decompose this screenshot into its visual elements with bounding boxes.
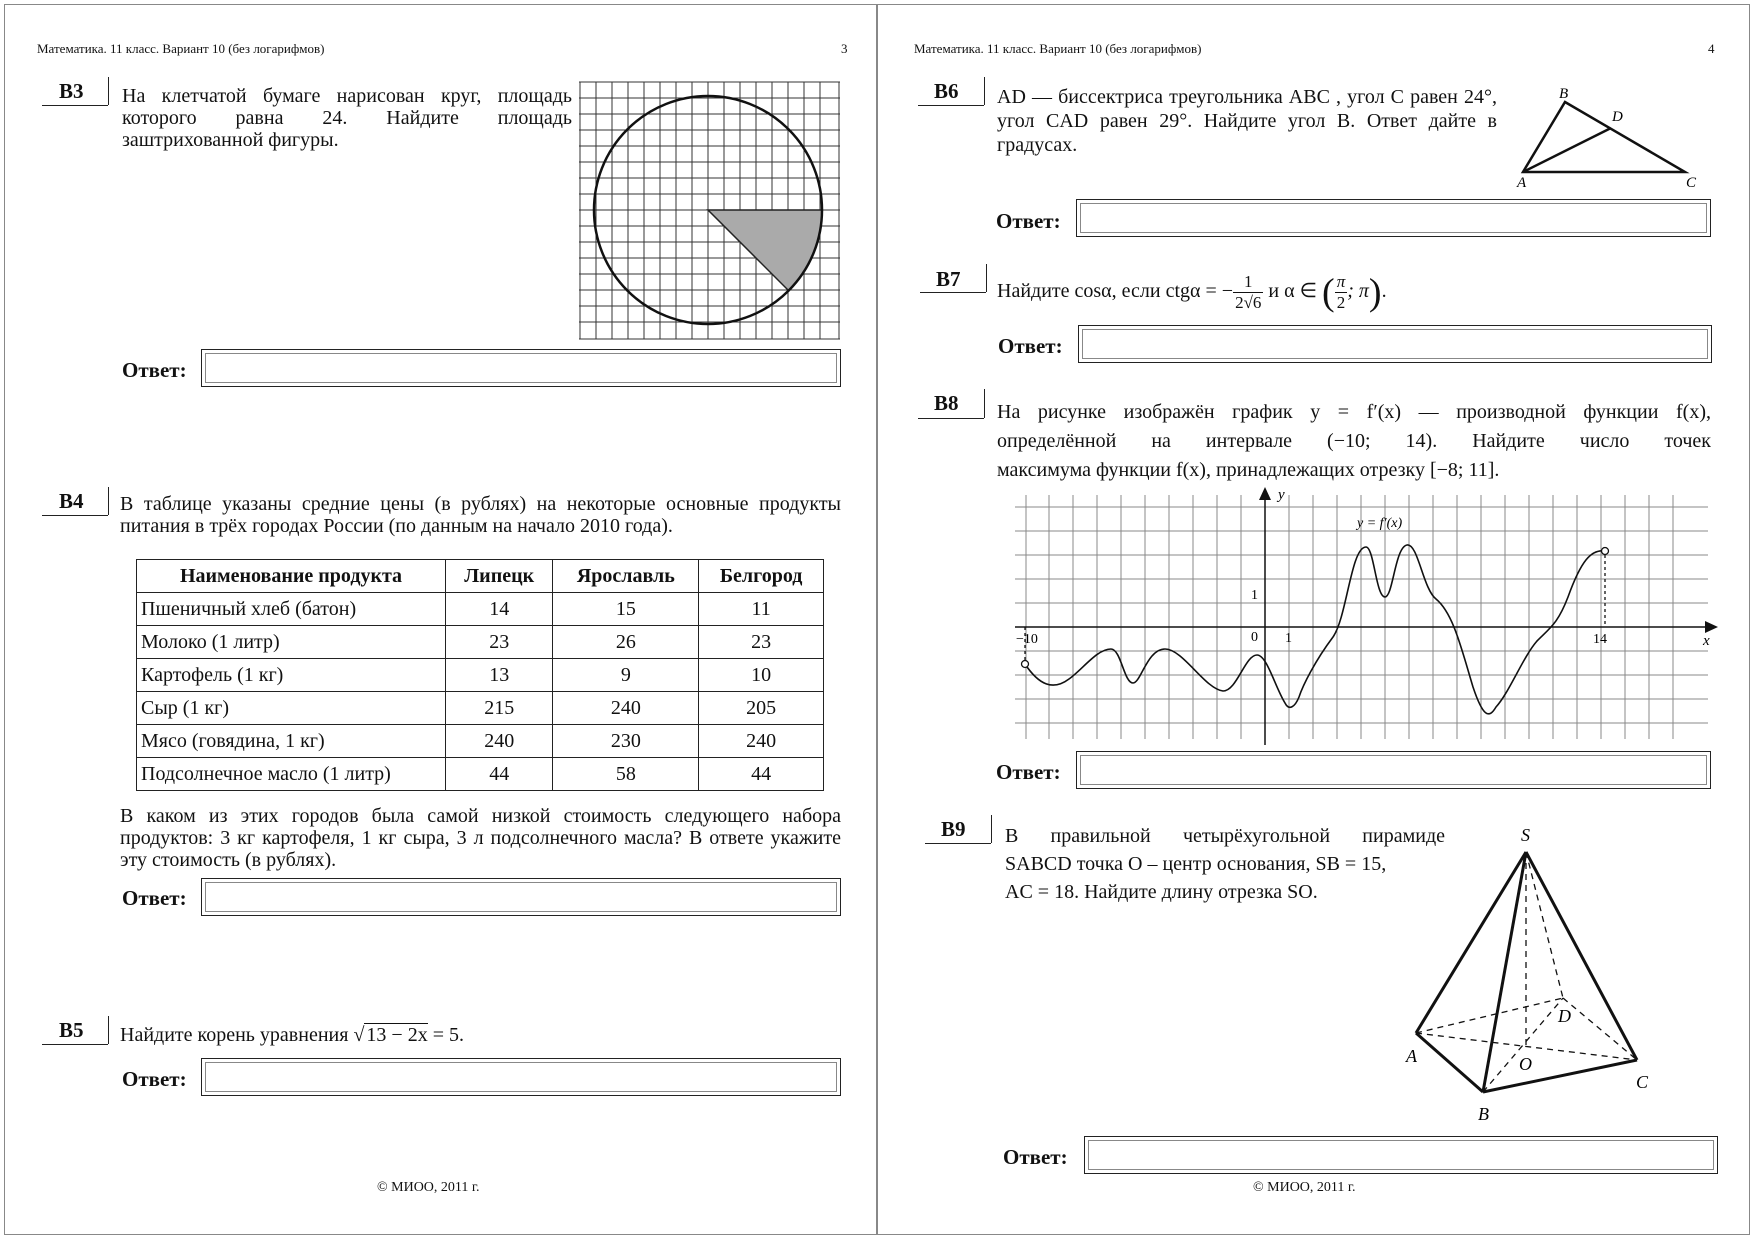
label-underline (42, 1044, 108, 1045)
column-header: Липецк (446, 560, 553, 593)
b7-middle: и α ∈ (1268, 280, 1318, 302)
label-underline (918, 418, 984, 419)
b6-text: AD — биссектриса треугольника ABC , угол C равен 24°, угол CAD равен 29°. Найдите угол B. Ответ дайте в градусах. (997, 86, 1497, 156)
table-cell: Сыр (1 кг) (137, 692, 446, 725)
table-cell: 15 (553, 593, 699, 626)
b9-line: В правильной четырёхугольной пирамиде (1005, 825, 1445, 847)
table-row (137, 758, 824, 791)
graph-tick-one-y: 1 (1251, 588, 1258, 603)
graph-y-axis-label: y (1278, 487, 1285, 503)
page-right (877, 4, 1750, 1235)
b7-suffix: . (1381, 280, 1387, 302)
b6-triangle-figure (1505, 81, 1721, 189)
answer-field-b8[interactable] (1076, 751, 1711, 789)
graph-tick-left: −10 (1016, 632, 1038, 647)
table-cell: 230 (553, 725, 699, 758)
task-label-b5: B5 (59, 1018, 84, 1042)
table-row (137, 593, 824, 626)
table-cell: 10 (699, 659, 824, 692)
b9-line: SABCD точка O – центр основания, SB = 15, (1005, 853, 1387, 875)
point-label-a: A (1406, 1046, 1417, 1066)
answer-label-b8: Ответ: (996, 760, 1061, 784)
label-divider (986, 264, 987, 292)
answer-label-b7: Ответ: (998, 334, 1063, 358)
table-row (137, 692, 824, 725)
label-divider (108, 487, 109, 515)
task-label-b3: B3 (59, 79, 84, 103)
point-label-d: D (1558, 1006, 1571, 1026)
table-row (137, 725, 824, 758)
b7-interval-denominator: 2 (1336, 292, 1346, 312)
graph-tick-zero: 0 (1251, 630, 1258, 645)
b8-text (997, 398, 1711, 485)
point-label-a: A (1517, 175, 1527, 189)
graph-tick-one-x: 1 (1285, 631, 1292, 646)
b7-interval-fraction (1335, 272, 1348, 313)
price-table (136, 559, 824, 791)
point-label-b: B (1478, 1104, 1489, 1124)
point-label-b: B (1559, 86, 1569, 102)
task-label-b6: B6 (934, 79, 959, 103)
answer-field-b9[interactable] (1084, 1136, 1718, 1174)
label-underline (920, 292, 986, 293)
label-underline (918, 105, 984, 106)
table-cell: Молоко (1 литр) (137, 626, 446, 659)
answer-label-b3: Ответ: (122, 358, 187, 382)
answer-field-b4[interactable] (201, 878, 841, 916)
table-cell: 11 (699, 593, 824, 626)
answer-label-b4: Ответ: (122, 886, 187, 910)
graph-curve-label: y = f′(x) (1357, 516, 1403, 531)
table-cell: 240 (553, 692, 699, 725)
page-number: 3 (841, 41, 848, 56)
page-number: 4 (1708, 41, 1715, 56)
b4-intro: В таблице указаны средние цены (в рублях) на некоторые основные продукты питания в трёх городах России (по данным на начало 2010 года). (120, 493, 841, 537)
table-cell: 205 (699, 692, 824, 725)
b3-text: На клетчатой бумаге нарисован круг, площадь которого равна 24. Найдите площадь заштрихованной фигуры. (122, 85, 572, 151)
b5-suffix: = 5. (432, 1024, 464, 1046)
answer-field-b7[interactable] (1078, 325, 1712, 363)
table-cell: 58 (553, 758, 699, 791)
point-label-s: S (1521, 825, 1530, 845)
table-row (137, 626, 824, 659)
table-cell: 44 (446, 758, 553, 791)
b9-pyramid-figure (1403, 820, 1693, 1130)
graph-x-axis-label: x (1703, 633, 1710, 649)
table-cell: 23 (446, 626, 553, 659)
table-cell: 44 (699, 758, 824, 791)
answer-label-b9: Ответ: (1003, 1145, 1068, 1169)
table-cell: 23 (699, 626, 824, 659)
b5-equation (120, 1024, 620, 1046)
table-cell: 26 (553, 626, 699, 659)
answer-field-b3[interactable] (201, 349, 841, 387)
b7-text (997, 267, 1597, 316)
answer-label-b6: Ответ: (996, 209, 1061, 233)
table-cell: Картофель (1 кг) (137, 659, 446, 692)
label-divider (984, 77, 985, 105)
b7-fraction (1233, 272, 1263, 313)
b5-prefix: Найдите корень уравнения (120, 1024, 349, 1046)
column-header: Наименование продукта (137, 560, 446, 593)
answer-field-b5[interactable] (201, 1058, 841, 1096)
table-cell: Мясо (говядина, 1 кг) (137, 725, 446, 758)
b8-line: определённой на интервале (−10; 14). Найдите число точек (997, 430, 1711, 452)
b7-interval-right: ; π (1347, 280, 1369, 302)
task-label-b7: B7 (936, 267, 961, 291)
b8-derivative-graph (1013, 487, 1718, 747)
b7-fraction-denominator: 2√6 (1235, 292, 1262, 312)
sqrt-sign: √ (353, 1024, 365, 1046)
b7-prefix: Найдите cosα, если ctgα = − (997, 280, 1234, 302)
column-header: Ярославль (553, 560, 699, 593)
table-cell: 240 (699, 725, 824, 758)
b9-line: AC = 18. Найдите длину отрезка SO. (1005, 881, 1318, 903)
right-paren: ) (1368, 271, 1382, 314)
page-footer: © МИОО, 2011 г. (377, 1180, 480, 1195)
task-label-b4: B4 (59, 489, 84, 513)
table-cell: Подсолнечное масло (1 литр) (137, 758, 446, 791)
task-label-b8: B8 (934, 391, 959, 415)
b8-line: максимума функции f(x), принадлежащих отрезку [−8; 11]. (997, 459, 1500, 481)
b3-circle-figure (579, 81, 841, 341)
table-cell: 215 (446, 692, 553, 725)
label-divider (991, 815, 992, 843)
task-label-b9: B9 (941, 817, 966, 841)
point-label-c: C (1686, 175, 1697, 189)
label-divider (108, 77, 109, 105)
b9-text (1005, 822, 1445, 906)
table-row (137, 659, 824, 692)
table-cell: 240 (446, 725, 553, 758)
answer-label-b5: Ответ: (122, 1067, 187, 1091)
label-divider (108, 1016, 109, 1044)
label-divider (984, 389, 985, 418)
label-underline (925, 843, 991, 844)
table-cell: Пшеничный хлеб (батон) (137, 593, 446, 626)
table-cell: 13 (446, 659, 553, 692)
page-header: Математика. 11 класс. Вариант 10 (без логарифмов) (37, 41, 325, 56)
table-cell: 9 (553, 659, 699, 692)
point-label-c: C (1636, 1072, 1649, 1092)
page-header: Математика. 11 класс. Вариант 10 (без логарифмов) (914, 41, 1202, 56)
b8-line: На рисунке изображён график y = f′(x) — производной функции f(x), (997, 401, 1711, 423)
b4-question: В каком из этих городов была самой низкой стоимость следующего набора продуктов: 3 кг картофеля, 1 кг сыра, 3 л подсолнечного масла? В ответе укажите эту стоимость (в рублях). (120, 805, 841, 871)
column-header: Белгород (699, 560, 824, 593)
b7-fraction-numerator: 1 (1233, 272, 1263, 293)
point-label-d: D (1612, 109, 1623, 125)
label-underline (42, 105, 108, 106)
left-paren: ( (1322, 271, 1335, 314)
label-underline (42, 515, 108, 516)
point-label-o: O (1519, 1054, 1532, 1074)
table-cell: 14 (446, 593, 553, 626)
b7-interval-numerator: π (1336, 271, 1346, 291)
b5-radicand: 13 − 2x (366, 1024, 428, 1046)
page-footer: © МИОО, 2011 г. (1253, 1180, 1356, 1195)
graph-tick-right: 14 (1593, 632, 1607, 647)
answer-field-b6[interactable] (1076, 199, 1711, 237)
table-header-row (137, 560, 824, 593)
page-left (4, 4, 877, 1235)
